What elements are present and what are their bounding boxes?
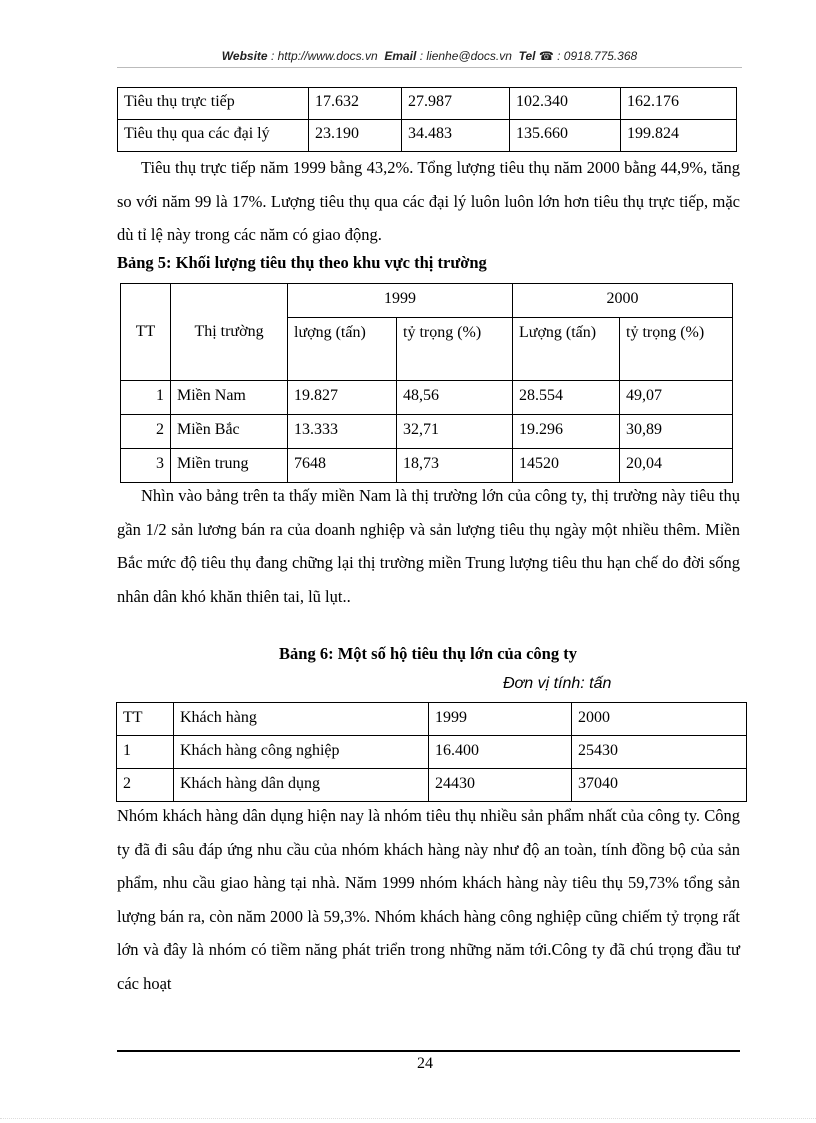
sub-header: Lượng (tấn) — [513, 318, 620, 381]
footer-divider — [117, 1050, 740, 1052]
tel-value: ☎ : 0918.775.368 — [538, 49, 638, 63]
table-cell: 30,89 — [620, 415, 733, 449]
table-cell: 23.190 — [309, 120, 402, 152]
table-cell: Miền Nam — [171, 381, 288, 415]
paragraph-customer-analysis: Nhóm khách hàng dân dụng hiện nay là nhóm tiêu thụ nhiều sản phẩm nhất của công ty. Công ty đã đi sâu đáp ứng nhu cầu của nhóm khách hàng này như độ an toàn, tính đồng bộ của sản phẩm, nhu cầu giao hàng tại nhà. Năm 1999 nhóm khách hàng này tiêu thụ 59,73% tổng sản lượng bán ra, còn năm 2000 là 59,3%. Nhóm khách hàng công nghiệp cũng chiếm tỷ trọng rất lớn và đây là nhóm có tiềm năng phát triển trong những năm tới.Công ty đã chú trọng đầu tư các hoạt — [117, 806, 740, 993]
table-cell: 24430 — [429, 769, 572, 802]
table-header-row — [117, 703, 747, 736]
table-cell: 25430 — [572, 736, 747, 769]
table-header-row — [121, 284, 733, 318]
table-cell: 7648 — [288, 449, 397, 483]
table-cell: 2 — [117, 769, 174, 802]
page-header — [117, 49, 742, 63]
table-row — [118, 120, 737, 152]
table-cell: 48,56 — [397, 381, 513, 415]
website-label: Website — [221, 49, 268, 63]
table6-unit: Đơn vị tính: tấn — [503, 675, 612, 692]
table-cell: 34.483 — [402, 120, 510, 152]
page-edge-divider — [0, 1118, 816, 1119]
table5-title: Bảng 5: Khối lượng tiêu thụ theo khu vực thị trường — [117, 253, 487, 272]
email-label: Email — [384, 49, 417, 63]
table-cell: Miền trung — [171, 449, 288, 483]
email-value[interactable]: : lienhe@docs.vn — [419, 49, 512, 63]
table-cell: 102.340 — [510, 88, 621, 120]
table-cell: 19.296 — [513, 415, 620, 449]
col-header: TT — [117, 703, 174, 736]
table-cell: 28.554 — [513, 381, 620, 415]
table-cell: 32,71 — [397, 415, 513, 449]
table-cell: Tiêu thụ qua các đại lý — [118, 120, 309, 152]
table-major-customers — [116, 702, 747, 802]
sub-header: tỷ trọng (%) — [620, 318, 733, 381]
table-cell: Khách hàng công nghiệp — [174, 736, 429, 769]
table-row — [117, 736, 747, 769]
header-divider — [117, 67, 742, 68]
table-row — [118, 88, 737, 120]
table-cell: 16.400 — [429, 736, 572, 769]
sub-header: tỷ trọng (%) — [397, 318, 513, 381]
table-cell: 13.333 — [288, 415, 397, 449]
col-header-tt: TT — [121, 284, 171, 381]
table-cell: 20,04 — [620, 449, 733, 483]
table-cell: 27.987 — [402, 88, 510, 120]
table-cell: 49,07 — [620, 381, 733, 415]
table-cell: 135.660 — [510, 120, 621, 152]
col-header: 2000 — [572, 703, 747, 736]
table-cell: 2 — [121, 415, 171, 449]
table-cell: 1 — [121, 381, 171, 415]
table-row — [117, 769, 747, 802]
table-row — [121, 415, 733, 449]
col-header: 1999 — [429, 703, 572, 736]
page-number: 24 — [417, 1055, 433, 1072]
table-cell: 18,73 — [397, 449, 513, 483]
table6-title: Bảng 6: Một số hộ tiêu thụ lớn của công ty — [279, 644, 577, 663]
tel-label: Tel — [518, 49, 536, 63]
table-consumption-channels — [117, 87, 737, 152]
table-cell: 19.827 — [288, 381, 397, 415]
table-cell: 14520 — [513, 449, 620, 483]
paragraph-consumption-analysis: Tiêu thụ trực tiếp năm 1999 bằng 43,2%. Tổng lượng tiêu thụ năm 2000 bằng 44,9%, tăng so với năm 99 là 17%. Lượng tiêu thụ qua các đại lý luôn luôn lớn hơn tiêu thụ trực tiếp, mặc dù tỉ lệ này trong các năm có giao động. — [117, 158, 740, 244]
website-value[interactable]: : http://www.docs.vn — [270, 49, 378, 63]
table-cell: 17.632 — [309, 88, 402, 120]
table-cell: 162.176 — [621, 88, 737, 120]
table-row — [121, 449, 733, 483]
table-cell: 3 — [121, 449, 171, 483]
col-header-1999: 1999 — [288, 284, 513, 318]
sub-header: lượng (tấn) — [288, 318, 397, 381]
table-cell: 37040 — [572, 769, 747, 802]
col-header-market: Thị trường — [171, 284, 288, 381]
col-header: Khách hàng — [174, 703, 429, 736]
table-cell: Miền Bắc — [171, 415, 288, 449]
table-row — [121, 381, 733, 415]
table-cell: Tiêu thụ trực tiếp — [118, 88, 309, 120]
table-cell: Khách hàng dân dụng — [174, 769, 429, 802]
table-cell: 199.824 — [621, 120, 737, 152]
col-header-2000: 2000 — [513, 284, 733, 318]
table-market-volume — [120, 283, 733, 483]
table-cell: 1 — [117, 736, 174, 769]
paragraph-market-analysis: Nhìn vào bảng trên ta thấy miền Nam là thị trường lớn của công ty, thị trường này tiêu thụ gần 1/2 sản lương bán ra của doanh nghiệp và sản lượng tiêu thụ ngày một nhiều thêm. Miền Bắc mức độ tiêu thụ đang chững lại thị trường miền Trung lượng tiêu thu hạn chế do đời sống nhân dân khó khăn thiên tai, lũ lụt.. — [117, 486, 740, 606]
